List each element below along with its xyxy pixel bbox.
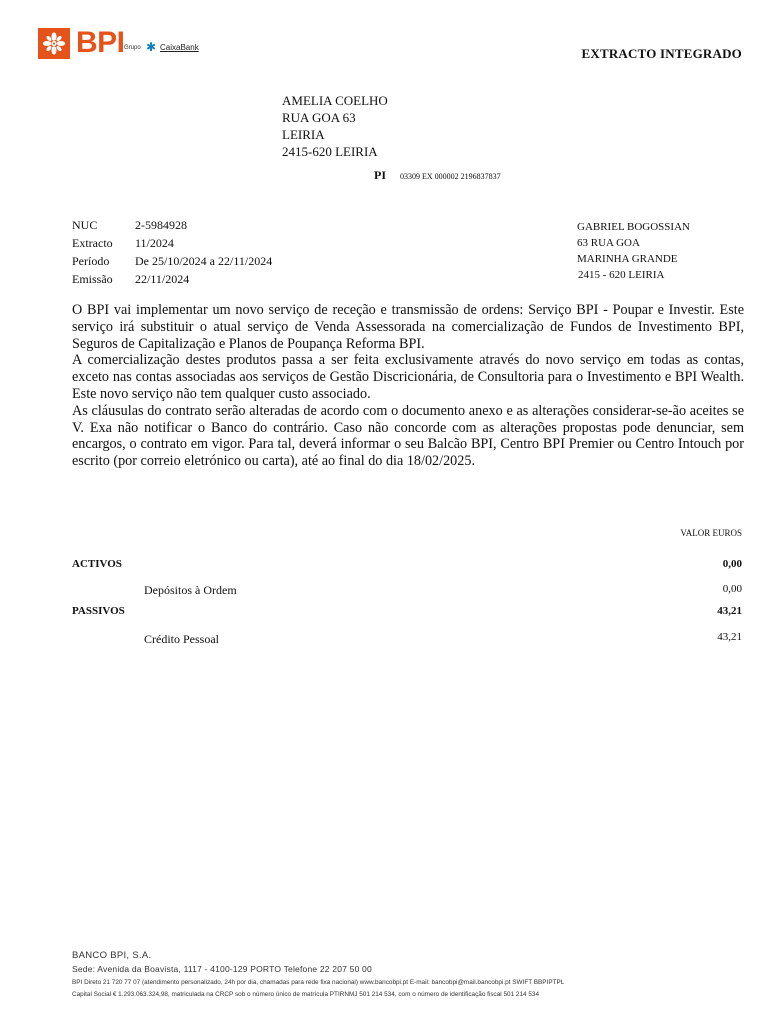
meta-value: 22/11/2024 [135,272,190,286]
footer-bank-name: BANCO BPI, S.A. [72,950,152,961]
passivos-label: PASSIVOS [72,605,125,617]
pi-label: PI [374,168,386,182]
footer [72,950,564,998]
client-name: AMELIA COELHO [282,93,388,108]
depositos-label: Depósitos à Ordem [144,583,237,597]
meta-row-periodo [72,252,272,270]
notice-paragraph: A comercialização destes produtos passa a ser feita exclusivamente através do novo serviço em todas as contas, exceto nas contas associadas aos serviços de Gestão Discricionária, de Consultoria para o Investimento e BPI Wealth. Este novo serviço não tem qualquer custo associado. [72,352,744,402]
client-city: LEIRIA [282,127,325,142]
manager-postal: 2415 - 620 LEIRIA [578,269,665,281]
manager-street: 63 RUA GOA [577,237,640,249]
depositos-value: 0,00 [722,583,742,595]
client-address [282,92,388,160]
client-street: RUA GOA 63 [282,110,356,125]
meta-row-nuc [72,216,272,234]
meta-row-extracto [72,234,272,252]
meta-key: Extracto [72,236,113,250]
credito-label: Crédito Pessoal [144,632,219,646]
meta-key: NUC [72,218,98,232]
meta-value: 11/2024 [135,236,174,250]
footer-contacts: BPI Direto 21 720 77 07 (atendimento personalizado, 24h por dia, chamadas para rede fixa nacional) www.bancobpi.pt E-mail: bancobpi@mail.bancobpi.pt SWIFT BBPIPTPL [72,979,565,986]
meta-value: De 25/10/2024 a 22/11/2024 [135,254,273,268]
manager-address [577,219,690,283]
client-postal: 2415-620 LEIRIA [282,144,378,159]
meta-row-emissao [72,270,272,288]
meta-value: 2-5984928 [135,218,187,232]
activos-value: 0,00 [722,558,742,570]
meta-key: Emissão [72,272,113,286]
bpi-logo-mark-icon [38,28,70,59]
notice-paragraph: O BPI vai implementar um novo serviço de receção e transmissão de ordens: Serviço BPI - Poupar e Investir. Este serviço irá substituir o atual serviço de Venda Assessorada na comercialização de Fundos de Investimento BPI, Seguros de Capitalização e Planos de Poupança Reforma BPI. [72,302,744,352]
footer-capital: Capital Social € 1.293.063.324,98, matriculada na CRCP sob o número único de matrícula PTIRNMJ 501 214 534, com o número de identificação fiscal 501 214 534 [72,991,540,998]
caixabank-star-icon: ✱ [146,40,157,54]
passivos-value: 43,21 [717,605,742,617]
manager-name: GABRIEL BOGOSSIAN [577,221,690,233]
pi-code: 03309 EX 000002 2196837837 [400,172,501,181]
footer-address: Sede: Avenida da Boavista, 1117 - 4100-129 PORTO Telefone 22 207 50 00 [72,964,372,974]
meta-key: Período [72,254,110,268]
currency-label: VALOR EUROS [680,528,742,538]
document-title: EXTRACTO INTEGRADO [581,46,742,61]
manager-area: MARINHA GRANDE [577,253,678,265]
group-label: Grupo [124,45,141,51]
bpi-logo-text: BPI [76,26,125,59]
credito-value: 43,21 [717,631,742,643]
notice-text [72,302,744,470]
activos-label: ACTIVOS [72,558,122,570]
statement-meta [72,216,272,288]
notice-paragraph: As cláusulas do contrato serão alteradas de acordo com o documento anexo e as alterações considerar-se-ão aceites se V. Exa não notificar o Banco do contrário. Caso não concorde com as alterações propostas pode denunciar, sem encargos, o contrato em vigor. Para tal, deverá informar o seu Balcão BPI, Centro BPI Premier ou Centro Intouch por escrito (por correio eletrónico ou carta), até ao final do dia 18/02/2025. [72,402,744,470]
caixabank-brand: CaixaBank [160,43,199,52]
